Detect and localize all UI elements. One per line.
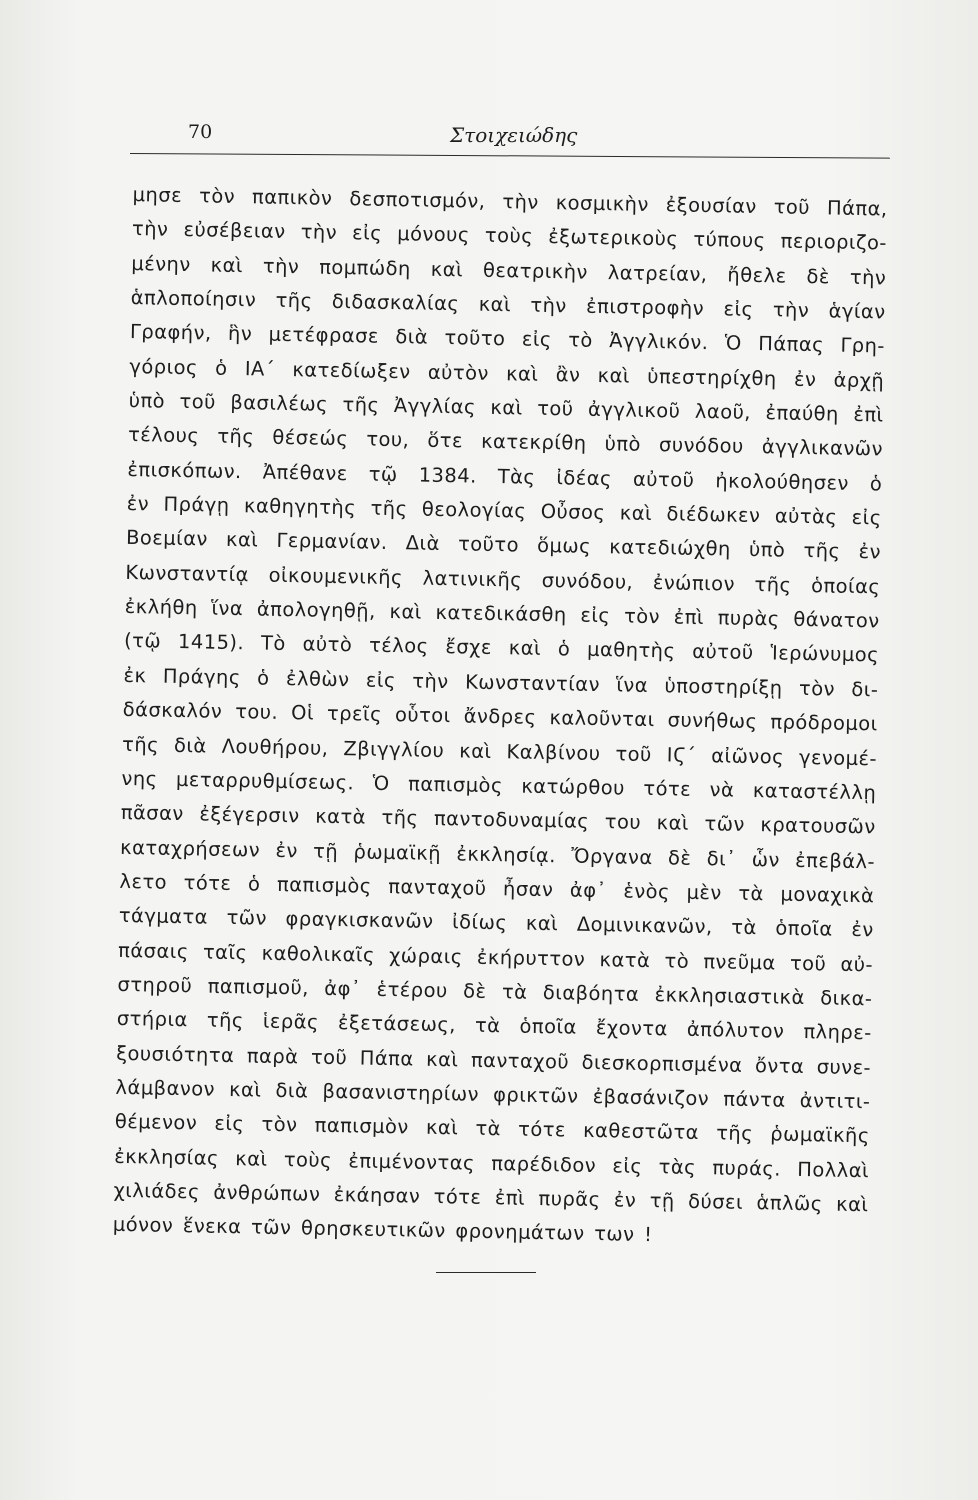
end-rule xyxy=(436,1272,536,1273)
text-line: ἐπισκόπων. Ἀπέθανε τῷ 1384. Τὰς ἰδέας αὐτοῦ ἠκολούθησεν ὁ xyxy=(127,457,883,496)
text-line: πᾶσαν ἐξέγερσιν κατὰ τῆς παντοδυναμίας του καὶ τῶν κρατουσῶν xyxy=(120,801,876,839)
text-line: Γραφήν, ἣν μετέφρασε διὰ τοῦτο εἰς τὸ Ἀγγλικόν. Ὁ Πάπας Γρη- xyxy=(129,320,886,358)
text-line: καταχρήσεων ἐν τῇ ῥωμαϊκῇ ἐκκλησίᾳ. Ὄργανα δὲ δι᾽ ὧν ἐπεβάλ- xyxy=(119,835,876,873)
text-line: λάμβανον καὶ διὰ βασανιστηρίων φρικτῶν ἐβασάνιζον πάντα ἀντιτι- xyxy=(115,1075,871,1114)
text-line: τῆς διὰ Λουθήρου, Ζβιγγλίου καὶ Καλβίνου τοῦ ΙϚ΄ αἰῶνος γενομέ- xyxy=(121,732,878,770)
text-line: μένην καὶ τὴν πομπώδη καὶ θεατρικὴν λατρείαν, ἤθελε δὲ τὴν xyxy=(131,251,887,290)
text-line: χιλιάδες ἀνθρώπων ἐκάησαν τότε ἐπὶ πυρᾶς ἐν τῇ δύσει ἁπλῶς καὶ xyxy=(113,1178,869,1217)
text-line: τὴν εὐσέβειαν τὴν εἰς μόνους τοὺς ἐξωτερικοὺς τύπους περιοριζο- xyxy=(131,217,888,255)
text-line: ἐν Πράγῃ καθηγητὴς τῆς θεολογίας Οὖσος καὶ διέδωκεν αὐτὰς εἰς xyxy=(126,492,882,530)
page-number: 70 xyxy=(188,121,213,143)
text-line: λετο τότε ὁ παπισμὸς πανταχοῦ ἦσαν ἀφ᾽ ἑνὸς μὲν τὰ μοναχικὰ xyxy=(119,869,875,908)
text-line: ἁπλοποίησιν τῆς διδασκαλίας καὶ τὴν ἐπιστροφὴν εἰς τὴν ἁγίαν xyxy=(130,286,886,324)
text-line: πάσαις ταῖς καθολικαῖς χώραις ἐκήρυττον κατὰ τὸ πνεῦμα τοῦ αὐ- xyxy=(117,938,874,976)
text-line: ξουσιότητα παρὰ τοῦ Πάπα καὶ πανταχοῦ διεσκορπισμένα ὄντα συνε- xyxy=(115,1041,872,1079)
text-line: στηροῦ παπισμοῦ, ἀφ᾽ ἑτέρου δὲ τὰ διαβόητα ἐκκλησιαστικὰ δικα- xyxy=(117,972,873,1011)
text-line: μησε τὸν παπικὸν δεσποτισμόν, τὴν κοσμικὴν ἐξουσίαν τοῦ Πάπα, xyxy=(132,182,888,221)
text-line: θέμενον εἰς τὸν παπισμὸν καὶ τὰ τότε καθεστῶτα τῆς ῥωμαϊκῆς xyxy=(114,1110,870,1148)
page-header xyxy=(130,115,890,155)
text-line: γόριος ὁ ΙΑ΄ κατεδίωξεν αὐτὸν καὶ ἂν καὶ ὑπεστηρίχθη ἐν ἀρχῇ xyxy=(129,354,885,393)
text-line: στήρια τῆς ἱερᾶς ἐξετάσεως, τὰ ὁποῖα ἔχοντα ἀπόλυτον πληρε- xyxy=(116,1007,872,1045)
running-title: Στοιχειώδης xyxy=(450,123,578,147)
text-line: (τῷ 1415). Τὸ αὐτὸ τέλος ἔσχε καὶ ὁ μαθητὴς αὐτοῦ Ἱερώνυμος xyxy=(123,629,880,667)
header-rule xyxy=(130,153,890,159)
text-line: ὑπὸ τοῦ βασιλέως τῆς Ἀγγλίας καὶ τοῦ ἀγγλικοῦ λαοῦ, ἐπαύθη ἐπὶ xyxy=(128,389,884,427)
text-line: νης μεταρρυθμίσεως. Ὁ παπισμὸς κατώρθου τότε νὰ καταστέλλῃ xyxy=(121,766,877,805)
text-line: τάγματα τῶν φραγκισκανῶν ἰδίως καὶ Δομινικανῶν, τὰ ὁποῖα ἐν xyxy=(118,904,874,942)
text-line: Κωνσταντίᾳ οἰκουμενικῆς λατινικῆς συνόδου, ἐνώπιον τῆς ὁποίας xyxy=(125,560,881,599)
text-line: τέλους τῆς θέσεώς του, ὅτε κατεκρίθη ὑπὸ συνόδου ἀγγλικανῶν xyxy=(127,423,884,461)
text-line: ἐκ Πράγης ὁ ἐλθὼν εἰς τὴν Κωνσταντίαν ἵνα ὑποστηρίξῃ τὸν δι- xyxy=(123,663,879,702)
body-text xyxy=(113,178,888,1257)
text-line: Βοεμίαν καὶ Γερμανίαν. Διὰ τοῦτο ὅμως κατεδιώχθη ὑπὸ τῆς ἐν xyxy=(125,526,882,564)
text-line: ἐκλήθη ἵνα ἀπολογηθῇ, καὶ κατεδικάσθη εἰς τὸν ἐπὶ πυρὰς θάνατον xyxy=(124,595,880,633)
text-line: ἐκκλησίας καὶ τοὺς ἐπιμένοντας παρέδιδον εἰς τὰς πυράς. Πολλαὶ xyxy=(114,1144,870,1182)
text-line: δάσκαλόν του. Οἱ τρεῖς οὗτοι ἄνδρες καλοῦνται συνήθως πρόδρομοι xyxy=(122,698,878,736)
text-line-last: μόνον ἕνεκα τῶν θρησκευτικῶν φρονημάτων των ! xyxy=(112,1213,653,1247)
